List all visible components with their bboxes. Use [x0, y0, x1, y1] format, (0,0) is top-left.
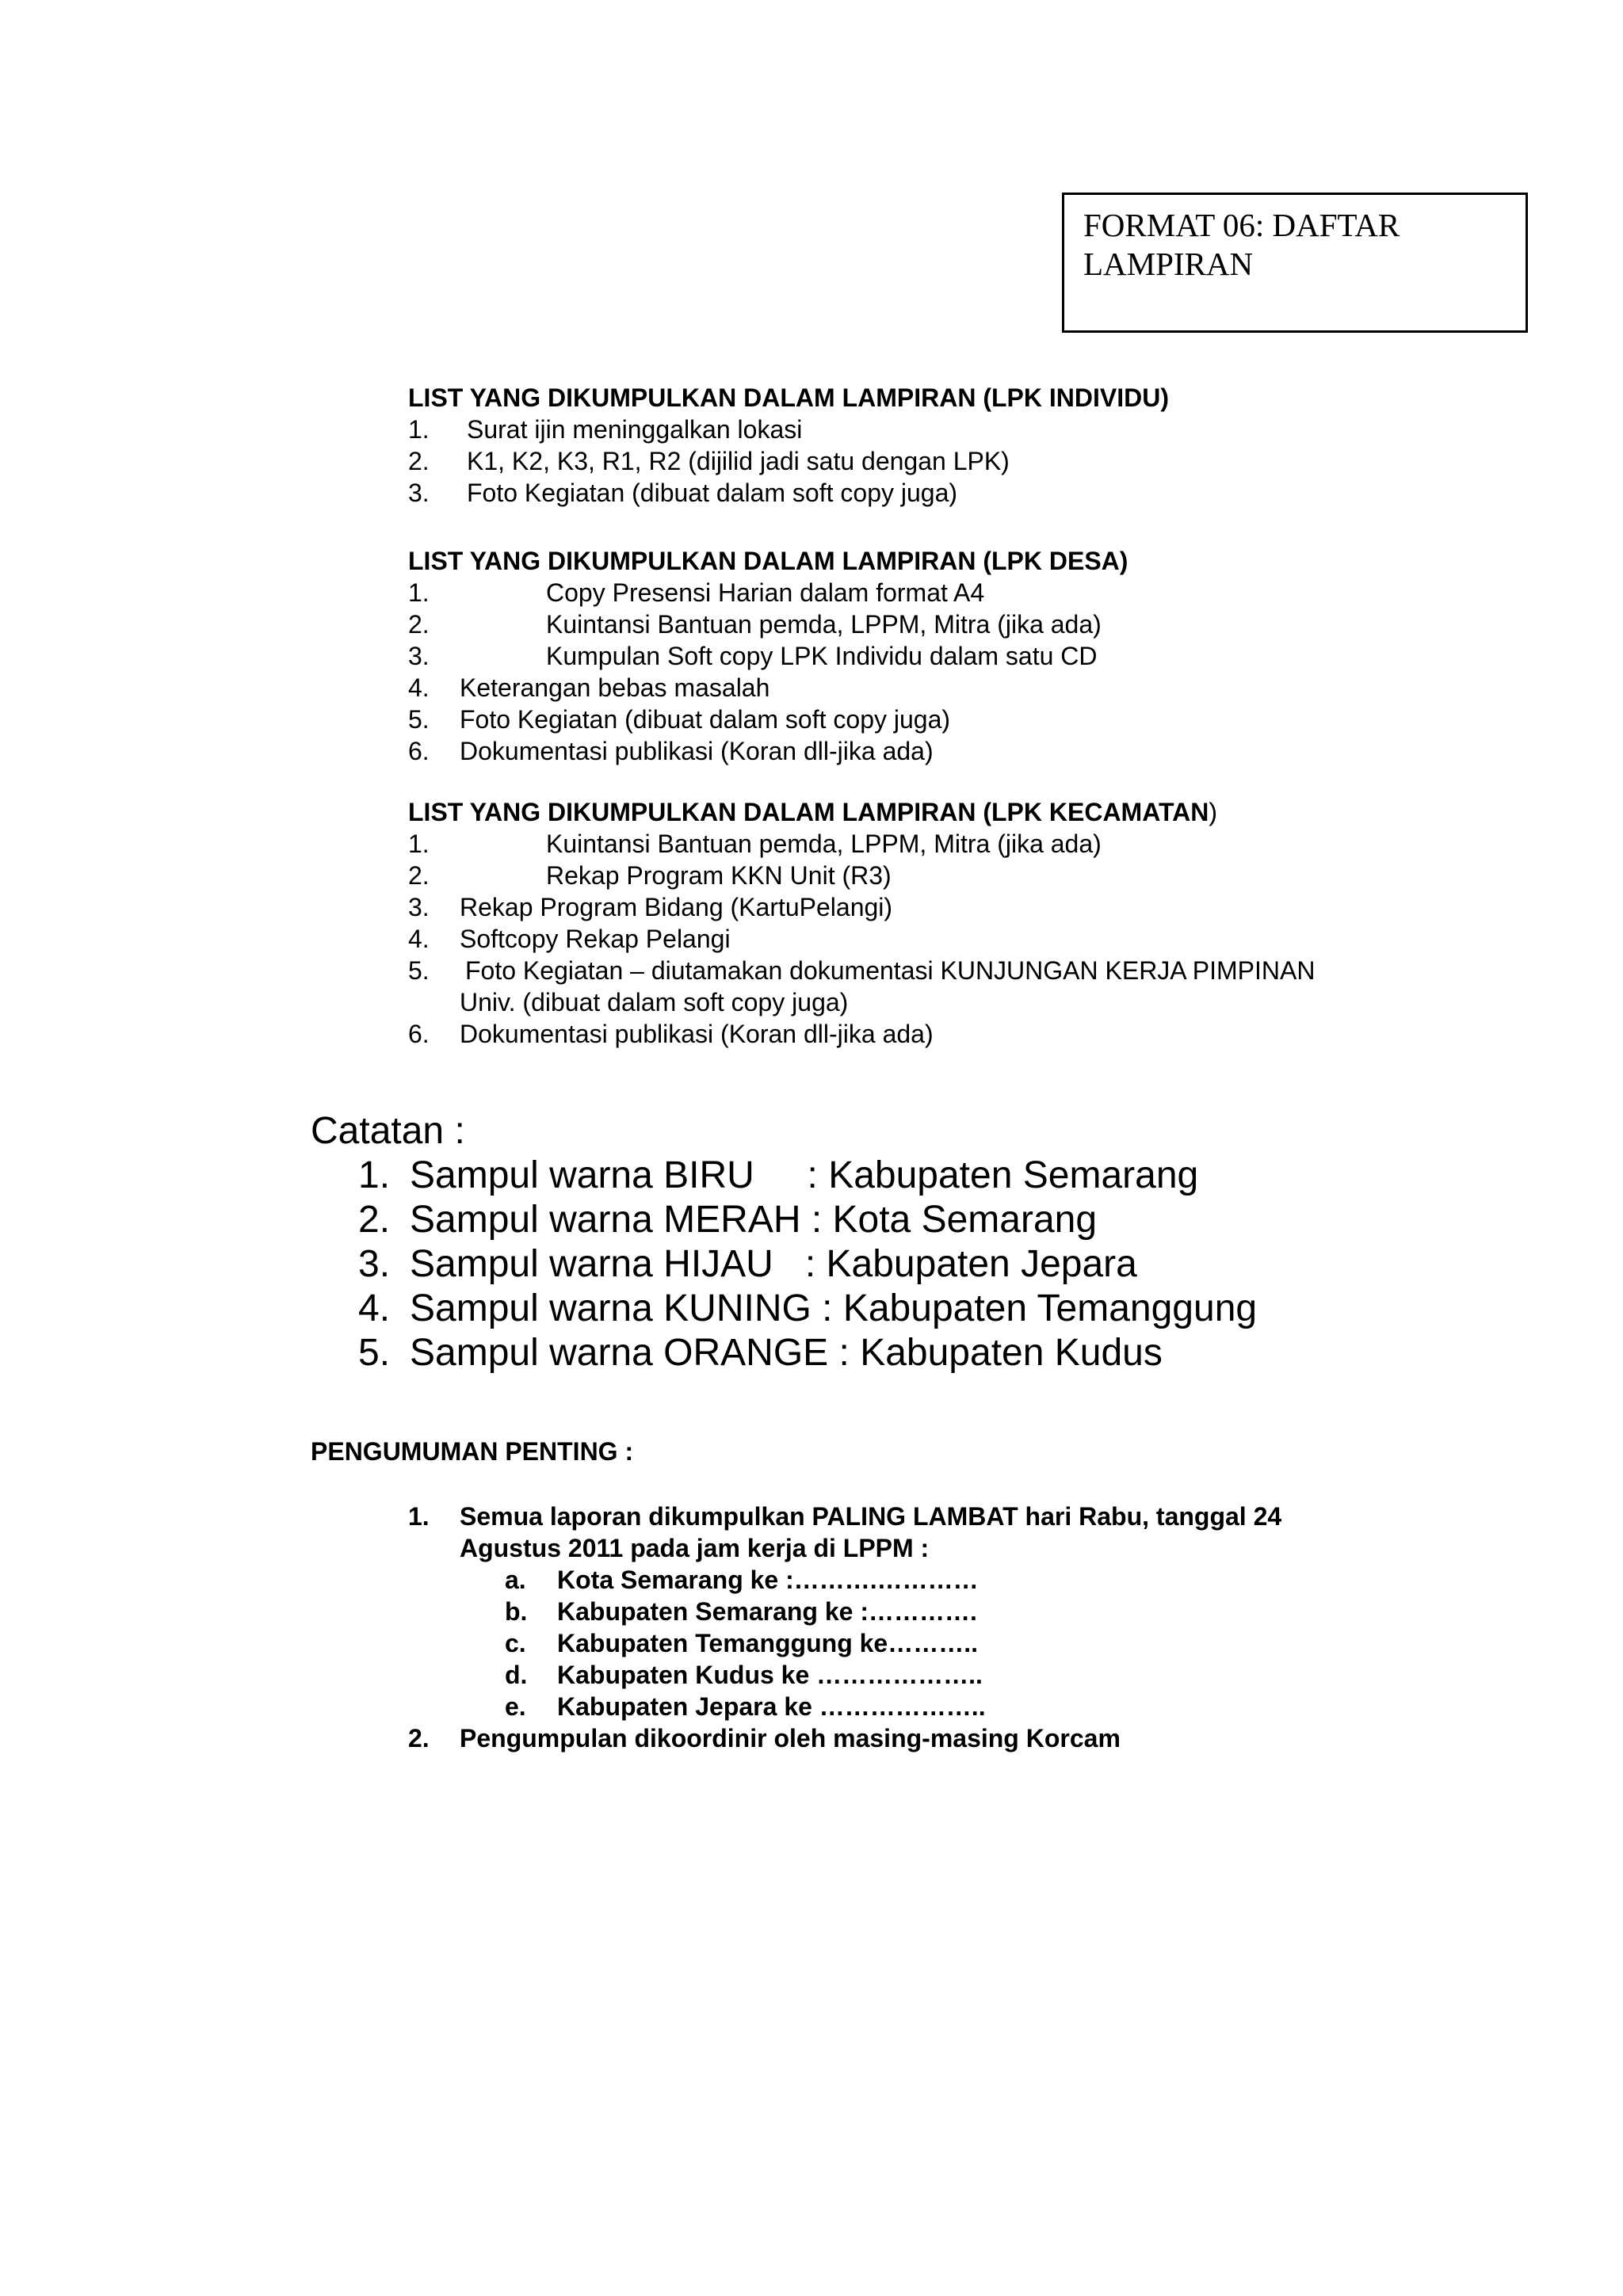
format-title: FORMAT 06: DAFTAR LAMPIRAN	[1083, 207, 1400, 282]
sub-item-text: Kabupaten Temanggung ke………..	[557, 1629, 978, 1657]
list-item	[408, 1501, 1518, 1564]
sub-item-text: Kabupaten Kudus ke ………………..	[557, 1661, 983, 1689]
item-number: 2.	[408, 610, 430, 639]
item-text-continued: Agustus 2011 pada jam kerja di LPPM :	[460, 1534, 930, 1562]
section-heading: LIST YANG DIKUMPULKAN DALAM LAMPIRAN (LPK DESA)	[408, 547, 1128, 575]
sub-item	[408, 1596, 1518, 1627]
list-item	[408, 704, 1518, 735]
item-number: 3.	[358, 1243, 391, 1285]
heading-text: LIST YANG DIKUMPULKAN DALAM LAMPIRAN (LPK KECAMATAN	[408, 798, 1209, 826]
sub-item-text: Kabupaten Semarang ke :………….	[557, 1597, 977, 1626]
item-number: 2.	[358, 1199, 391, 1241]
list-item	[408, 477, 1518, 509]
heading-tail: )	[1209, 798, 1217, 826]
catatan-item	[311, 1198, 1499, 1242]
pengumuman-list	[408, 1501, 1518, 1754]
item-text: Surat ijin meninggalkan lokasi	[467, 415, 803, 444]
item-text: Sampul warna BIRU : Kabupaten Semarang	[410, 1154, 1199, 1196]
sub-item-letter: a.	[505, 1566, 526, 1594]
item-text: Rekap Program KKN Unit (R3)	[546, 861, 892, 890]
list-item	[408, 414, 1518, 445]
list-item	[408, 860, 1518, 891]
item-text: Foto Kegiatan (dibuat dalam soft copy juga)	[460, 705, 951, 734]
item-number: 3.	[408, 642, 430, 670]
sub-item-text: Kabupaten Jepara ke ………………..	[557, 1692, 986, 1721]
sub-item-letter: c.	[505, 1629, 526, 1657]
item-text: Dokumentasi publikasi (Koran dll-jika ada)	[460, 1020, 934, 1048]
sub-item-letter: e.	[505, 1692, 526, 1721]
item-number: 3.	[408, 479, 430, 507]
item-text: Dokumentasi publikasi (Koran dll-jika ada)	[460, 737, 934, 765]
catatan-section	[311, 1109, 1499, 1375]
item-text: Sampul warna MERAH : Kota Semarang	[410, 1199, 1098, 1241]
item-number: 4.	[408, 925, 430, 953]
sub-item	[408, 1564, 1518, 1596]
item-text-continued: Univ. (dibuat dalam soft copy juga)	[460, 988, 849, 1016]
pengumuman-title: PENGUMUMAN PENTING :	[311, 1437, 634, 1466]
catatan-item	[311, 1242, 1499, 1287]
item-number: 6.	[408, 737, 430, 765]
catatan-item	[311, 1154, 1499, 1198]
list-item	[408, 1722, 1518, 1754]
item-number: 2.	[408, 1724, 430, 1753]
list-item	[408, 640, 1518, 672]
item-text: Sampul warna ORANGE : Kabupaten Kudus	[410, 1332, 1163, 1374]
item-number: 4.	[358, 1287, 391, 1329]
catatan-item	[311, 1287, 1499, 1331]
list-item	[408, 923, 1518, 955]
list-item	[408, 577, 1518, 608]
sub-item-letter: b.	[505, 1597, 528, 1626]
list-item	[408, 608, 1518, 640]
section-lpk-desa	[408, 545, 1518, 767]
section-heading	[408, 796, 1518, 828]
item-text: K1, K2, K3, R1, R2 (dijilid jadi satu dengan LPK)	[467, 447, 1010, 475]
section-lpk-kecamatan	[408, 796, 1518, 1050]
item-number: 1.	[408, 578, 430, 607]
item-text: Pengumpulan dikoordinir oleh masing-masing Korcam	[460, 1724, 1121, 1753]
item-text: Foto Kegiatan – diutamakan dokumentasi KUNJUNGAN KERJA PIMPINAN	[465, 956, 1316, 985]
catatan-item	[311, 1331, 1499, 1375]
section-heading: LIST YANG DIKUMPULKAN DALAM LAMPIRAN (LPK INDIVIDU)	[408, 383, 1169, 412]
item-number: 5.	[408, 705, 430, 734]
sub-item-text: Kota Semarang ke :……….…………	[557, 1566, 979, 1594]
list-item	[408, 891, 1518, 923]
list-item	[408, 672, 1518, 704]
item-text: Sampul warna KUNING : Kabupaten Temanggung	[410, 1287, 1258, 1329]
item-number: 1.	[408, 415, 430, 444]
list-item	[408, 445, 1518, 477]
sub-item	[408, 1691, 1518, 1722]
list-item	[408, 955, 1518, 1018]
item-text: Kuintansi Bantuan pemda, LPPM, Mitra (jika ada)	[546, 610, 1102, 639]
item-number: 5.	[408, 956, 430, 985]
item-number: 4.	[408, 673, 430, 702]
section-lpk-individu	[408, 382, 1518, 509]
item-text: Sampul warna HIJAU : Kabupaten Jepara	[410, 1243, 1137, 1285]
item-number: 1.	[408, 830, 430, 858]
item-text: Softcopy Rekap Pelangi	[460, 925, 731, 953]
item-text: Kumpulan Soft copy LPK Individu dalam satu CD	[546, 642, 1098, 670]
item-text: Semua laporan dikumpulkan PALING LAMBAT hari Rabu, tanggal 24	[460, 1502, 1282, 1531]
item-number: 5.	[358, 1332, 391, 1374]
list-item	[408, 828, 1518, 860]
item-number: 3.	[408, 893, 430, 921]
item-text: Foto Kegiatan (dibuat dalam soft copy juga)	[467, 479, 958, 507]
item-number: 2.	[408, 861, 430, 890]
sub-item-letter: d.	[505, 1661, 528, 1689]
item-text: Copy Presensi Harian dalam format A4	[546, 578, 985, 607]
item-text: Keterangan bebas masalah	[460, 673, 770, 702]
sub-item	[408, 1659, 1518, 1691]
list-item	[408, 735, 1518, 767]
list-item	[408, 1018, 1518, 1050]
item-number: 1.	[358, 1154, 391, 1196]
format-box	[1062, 193, 1528, 333]
sub-item	[408, 1627, 1518, 1659]
item-number: 2.	[408, 447, 430, 475]
item-text: Kuintansi Bantuan pemda, LPPM, Mitra (jika ada)	[546, 830, 1102, 858]
item-text: Rekap Program Bidang (KartuPelangi)	[460, 893, 893, 921]
catatan-title: Catatan :	[311, 1110, 465, 1152]
item-number: 1.	[408, 1502, 430, 1531]
item-number: 6.	[408, 1020, 430, 1048]
